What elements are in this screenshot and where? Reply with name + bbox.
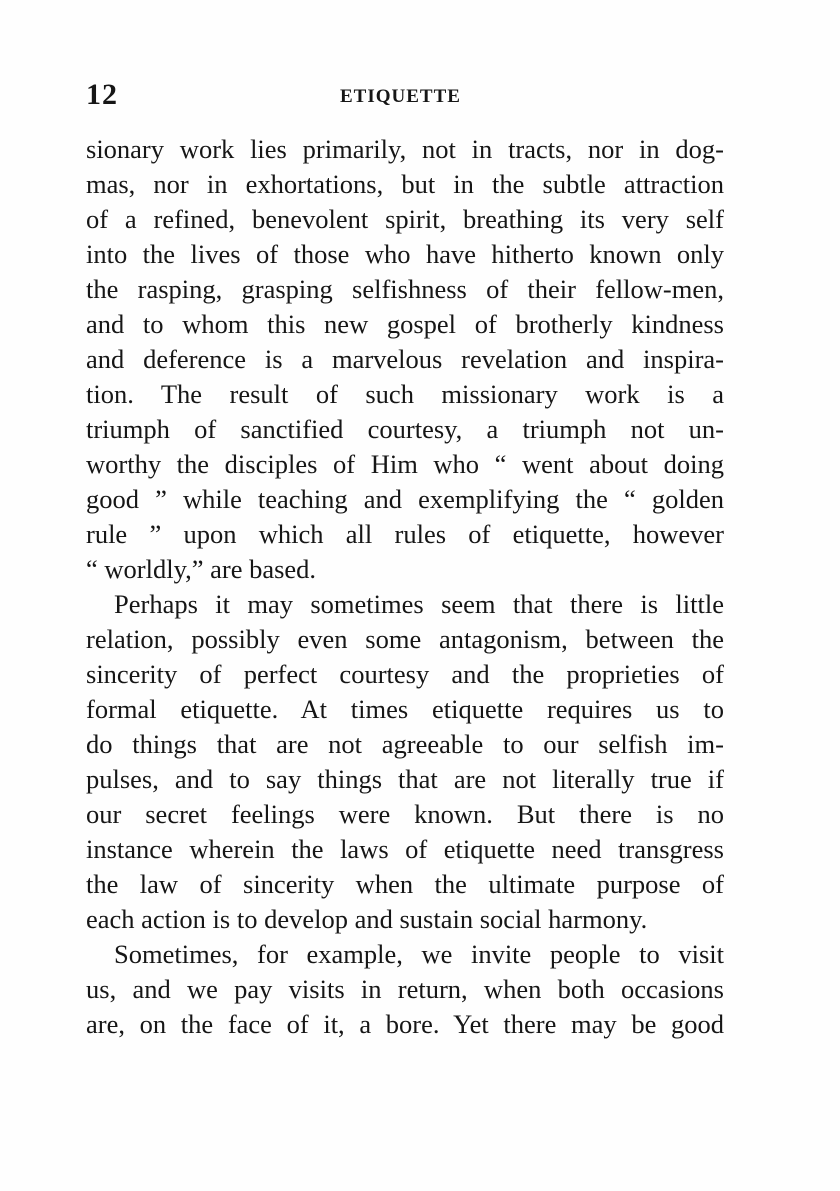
paragraph <box>86 937 724 1042</box>
text-line: each action is to develop and sustain social harmony. <box>86 904 648 934</box>
text-line: into the lives of those who have hitherto known only <box>86 239 724 269</box>
text-line: and deference is a marvelous revelation and inspira- <box>86 344 724 374</box>
running-head: ETIQUETTE <box>340 86 461 107</box>
body-text <box>86 132 724 1042</box>
text-line: formal etiquette. At times etiquette requires us to <box>86 694 724 724</box>
text-line: are, on the face of it, a bore. Yet there may be good <box>86 1009 724 1039</box>
text-line: the rasping, grasping selfishness of their fellow-men, <box>86 274 724 304</box>
paragraph <box>86 587 724 937</box>
text-line: tion. The result of such missionary work is a <box>86 379 724 409</box>
text-line: worthy the disciples of Him who “ went about doing <box>86 449 724 479</box>
text-line: Perhaps it may sometimes seem that there is little <box>114 589 724 619</box>
page-number: 12 <box>86 78 118 111</box>
text-line: instance wherein the laws of etiquette need transgress <box>86 834 724 864</box>
text-line: sionary work lies primarily, not in tracts, nor in dog- <box>86 134 724 164</box>
text-line: good ” while teaching and exemplifying the “ golden <box>86 484 724 514</box>
text-line: and to whom this new gospel of brotherly kindness <box>86 309 724 339</box>
text-line: triumph of sanctified courtesy, a triumph not un- <box>86 414 724 444</box>
text-line: the law of sincerity when the ultimate purpose of <box>86 869 724 899</box>
text-line: of a refined, benevolent spirit, breathing its very self <box>86 204 724 234</box>
text-line: sincerity of perfect courtesy and the proprieties of <box>86 659 724 689</box>
text-line: us, and we pay visits in return, when both occasions <box>86 974 724 1004</box>
text-line: rule ” upon which all rules of etiquette, however <box>86 519 724 549</box>
paragraph <box>86 132 724 587</box>
text-line: pulses, and to say things that are not literally true if <box>86 764 724 794</box>
text-line: Sometimes, for example, we invite people to visit <box>114 939 724 969</box>
text-line: mas, nor in exhortations, but in the subtle attraction <box>86 169 724 199</box>
text-line: do things that are not agreeable to our selfish im- <box>86 729 724 759</box>
text-line: relation, possibly even some antagonism, between the <box>86 624 724 654</box>
page-header <box>86 78 724 118</box>
text-line: “ worldly,” are based. <box>86 554 317 584</box>
text-line: our secret feelings were known. But there is no <box>86 799 724 829</box>
